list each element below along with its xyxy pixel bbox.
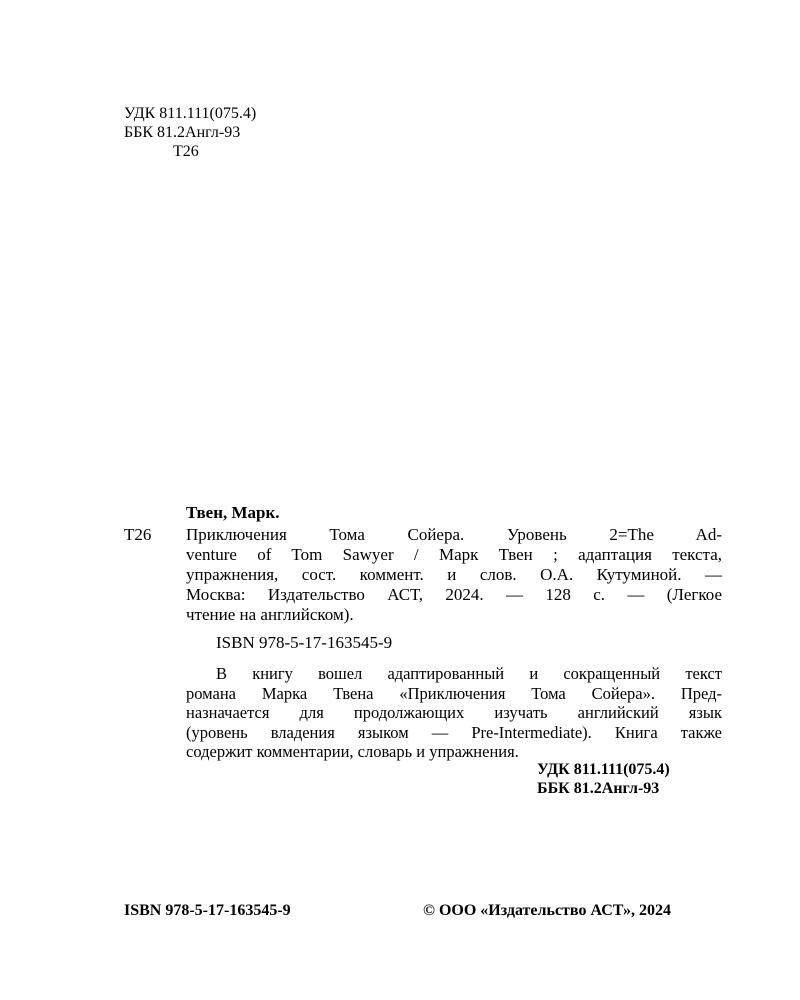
entry-isbn: ISBN 978-5-17-163545-9	[216, 633, 393, 652]
top-udk-code: УДК 811.111(075.4)	[124, 105, 257, 122]
annotation-line: (уровень владения языком — Pre-Intermediate). Книга также	[186, 722, 722, 742]
entry-description	[186, 525, 722, 625]
annotation-line: содержит комментарии, словарь и упражнения.	[186, 742, 519, 762]
entry-bbk-code: ББК 81.2Англ-93	[537, 780, 660, 797]
annotation-line: назначается для продолжающих изучать английский язык	[186, 703, 722, 723]
description-line: чтение на английском).	[186, 605, 354, 624]
annotation-line: романа Марка Твена «Приключения Тома Сойера». Пред-	[186, 683, 722, 703]
entry-annotation	[186, 664, 722, 762]
annotation-line: В книгу вошел адаптированный и сокращенный текст	[216, 664, 722, 683]
top-bbk-code: ББК 81.2Англ-93	[124, 124, 241, 141]
footer-isbn: ISBN 978-5-17-163545-9	[124, 902, 291, 919]
entry-udk-code: УДК 811.111(075.4)	[537, 761, 670, 778]
top-author-mark: Т26	[173, 143, 199, 160]
description-line: venture of Tom Sawyer / Марк Твен ; адаптация текста,	[186, 545, 722, 564]
entry-author-mark: Т26	[124, 525, 152, 544]
entry-author: Твен, Марк.	[186, 503, 280, 522]
footer-copyright: © ООО «Издательство АСТ», 2024	[423, 902, 672, 919]
description-line: упражнения, сост. коммент. и слов. О.А. Кутуминой. —	[186, 565, 722, 584]
description-line: Москва: Издательство АСТ, 2024. — 128 с. — (Легкое	[186, 585, 722, 604]
description-line: Приключения Тома Сойера. Уровень 2=The Ad-	[186, 525, 722, 544]
